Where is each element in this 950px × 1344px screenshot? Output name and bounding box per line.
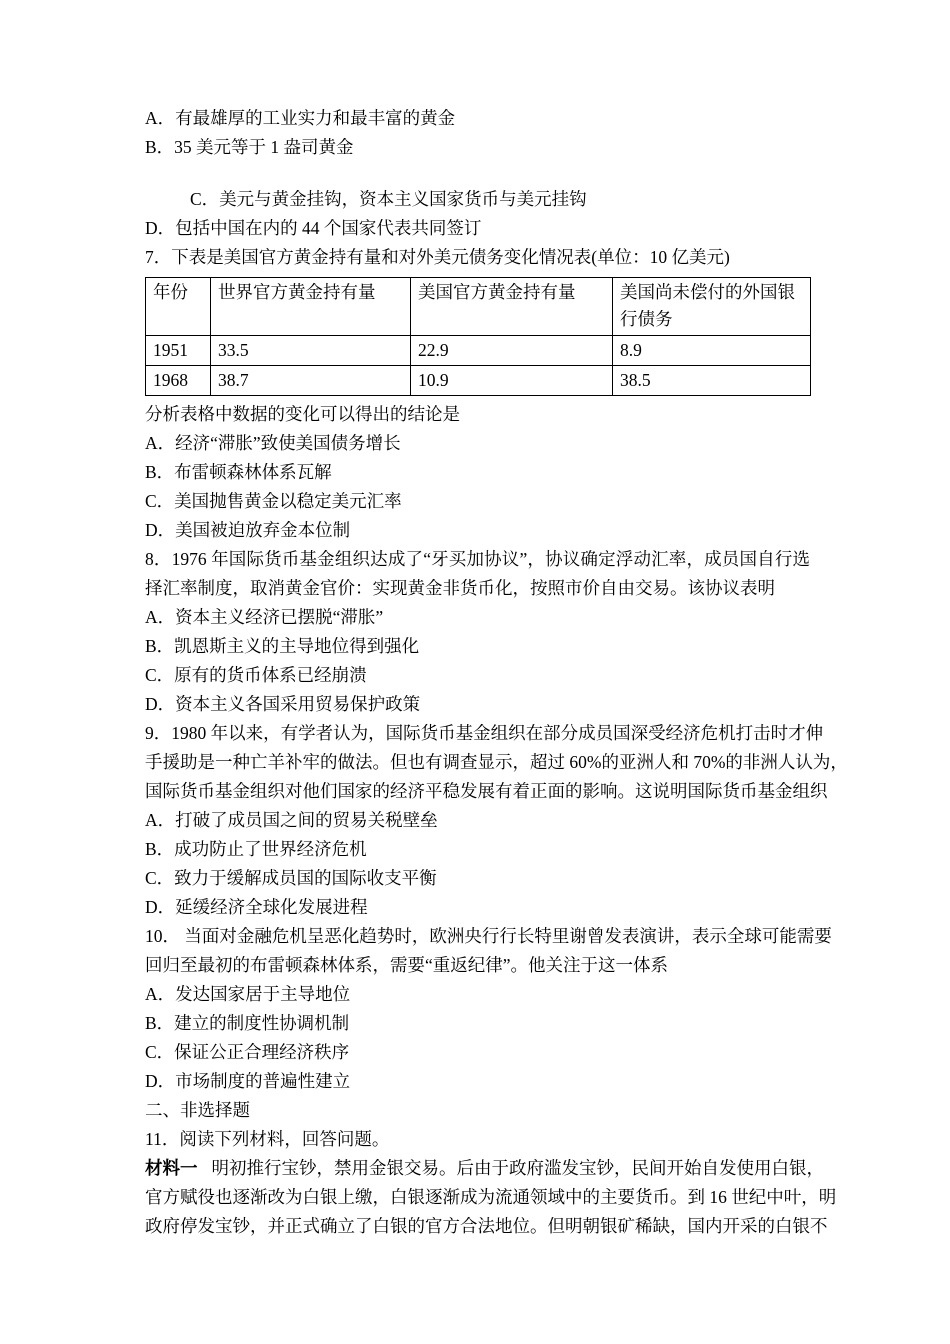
option-line-q8-a: A．资本主义经济已摆脱“滞胀” bbox=[145, 607, 384, 627]
table-row bbox=[146, 336, 811, 366]
table-header-row bbox=[146, 278, 811, 336]
table-header-cell-us-gold: 美国官方黄金持有量 bbox=[411, 278, 613, 336]
option-line-q9-c: C．致力于缓解成员国的国际收支平衡 bbox=[145, 868, 437, 888]
table-cell: 38.5 bbox=[613, 366, 811, 396]
table-header-cell-world-gold: 世界官方黄金持有量 bbox=[211, 278, 411, 336]
option-line-q9-b: B．成功防止了世界经济危机 bbox=[145, 839, 367, 859]
question-7-lead: 分析表格中数据的变化可以得出的结论是 bbox=[145, 404, 460, 424]
gold-dollar-table bbox=[145, 277, 811, 396]
table-row bbox=[146, 366, 811, 396]
option-line-prev-b: B．35 美元等于 1 盎司黄金 bbox=[145, 137, 354, 157]
option-line-q7-b: B．布雷顿森林体系瓦解 bbox=[145, 462, 332, 482]
material-1-line-2: 官方赋役也逐渐改为白银上缴，白银逐渐成为流通领域中的主要货币。到 16 世纪中叶，明 bbox=[145, 1187, 837, 1207]
table-cell: 38.7 bbox=[211, 366, 411, 396]
option-line-q8-c: C．原有的货币体系已经崩溃 bbox=[145, 665, 367, 685]
question-9-stem-line-1: 9．1980 年以来，有学者认为，国际货币基金组织在部分成员国深受经济危机打击时才伸 bbox=[145, 723, 824, 743]
option-line-prev-d: D．包括中国在内的 44 个国家代表共同签订 bbox=[145, 218, 482, 238]
table-cell: 33.5 bbox=[211, 336, 411, 366]
question-11-stem: 11．阅读下列材料，回答问题。 bbox=[145, 1129, 390, 1149]
question-10-stem-line-2: 回归至最初的布雷顿森林体系，需要“重返纪律”。他关注于这一体系 bbox=[145, 955, 669, 975]
table-cell: 22.9 bbox=[411, 336, 613, 366]
question-9-stem-line-2: 手援助是一种亡羊补牢的做法。但也有调查显示，超过 60%的亚洲人和 70%的非洲人认为， bbox=[145, 752, 848, 772]
question-9-stem-line-3: 国际货币基金组织对他们国家的经济平稳发展有着正面的影响。这说明国际货币基金组织 bbox=[145, 781, 828, 801]
option-line-q9-a: A．打破了成员国之间的贸易关税壁垒 bbox=[145, 810, 438, 830]
option-line-q7-d: D．美国被迫放弃金本位制 bbox=[145, 520, 351, 540]
table-cell: 10.9 bbox=[411, 366, 613, 396]
option-line-q7-a: A．经济“滞胀”致使美国债务增长 bbox=[145, 433, 401, 453]
table-header-cell-us-debt: 美国尚未偿付的外国银行债务 bbox=[613, 278, 811, 336]
option-line-q8-b: B．凯恩斯主义的主导地位得到强化 bbox=[145, 636, 420, 656]
option-line-q10-c: C．保证公正合理经济秩序 bbox=[145, 1042, 350, 1062]
material-1-text: 明初推行宝钞，禁用金银交易。后由于政府滥发宝钞，民间开始自发使用白银， bbox=[211, 1158, 824, 1178]
option-line-q10-a: A．发达国家居于主导地位 bbox=[145, 984, 351, 1004]
material-1-label: 材料一 bbox=[145, 1158, 198, 1178]
option-line-q9-d: D．延缓经济全球化发展进程 bbox=[145, 897, 368, 917]
question-8-stem-line-2: 择汇率制度，取消黄金官价：实现黄金非货币化，按照市价自由交易。该协议表明 bbox=[145, 578, 775, 598]
question-10-stem-line-1: 10． 当面对金融危机呈恶化趋势时，欧洲央行行长特里谢曾发表演讲，表示全球可能需要 bbox=[145, 926, 832, 946]
blank-line bbox=[145, 162, 810, 185]
table-cell: 1951 bbox=[146, 336, 211, 366]
material-1-line-1 bbox=[145, 1154, 824, 1183]
section-2-heading: 二、非选择题 bbox=[145, 1100, 250, 1120]
table-cell: 8.9 bbox=[613, 336, 811, 366]
option-line-q7-c: C．美国抛售黄金以稳定美元汇率 bbox=[145, 491, 402, 511]
option-line-prev-c: C．美元与黄金挂钩，资本主义国家货币与美元挂钩 bbox=[190, 189, 587, 209]
table-cell: 1968 bbox=[146, 366, 211, 396]
question-8-stem-line-1: 8．1976 年国际货币基金组织达成了“牙买加协议”，协议确定浮动汇率，成员国自行选 bbox=[145, 549, 810, 569]
option-line-prev-a: A．有最雄厚的工业实力和最丰富的黄金 bbox=[145, 108, 456, 128]
material-1-line-3: 政府停发宝钞，并正式确立了白银的官方合法地位。但明朝银矿稀缺，国内开采的白银不 bbox=[145, 1216, 828, 1236]
option-line-q10-b: B．建立的制度性协调机制 bbox=[145, 1013, 350, 1033]
table-header-cell-year: 年份 bbox=[146, 278, 211, 336]
option-line-q8-d: D．资本主义各国采用贸易保护政策 bbox=[145, 694, 421, 714]
option-line-q10-d: D．市场制度的普遍性建立 bbox=[145, 1071, 351, 1091]
question-7-stem: 7．下表是美国官方黄金持有量和对外美元债务变化情况表(单位：10 亿美元) bbox=[145, 247, 730, 267]
